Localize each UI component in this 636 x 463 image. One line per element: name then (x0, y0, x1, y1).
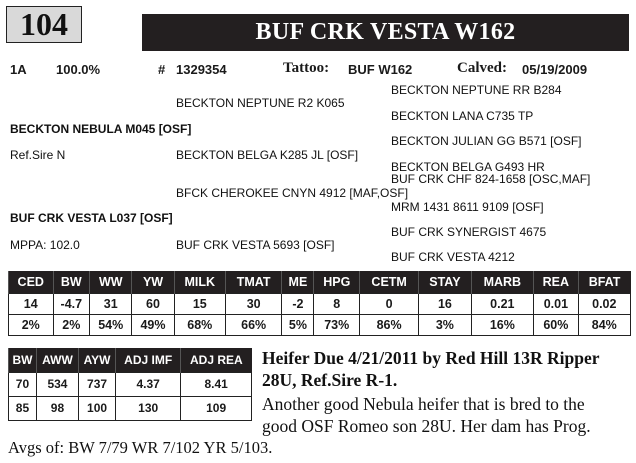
reg-label: # (158, 62, 166, 77)
epd-percentile: 60% (534, 314, 579, 335)
epd-percentile: 16% (471, 314, 534, 335)
pedigree-dam-note: MPPA: 102.0 (10, 238, 80, 252)
tattoo-value: BUF W162 (348, 62, 413, 77)
epd-header: MILK (174, 271, 225, 293)
epd-percentile: 2% (9, 314, 54, 335)
calved-label: Calved: (457, 60, 507, 76)
comment-line-2: good OSF Romeo son 28U. Her dam has Prog. (262, 416, 591, 436)
epd-percentile: 73% (314, 314, 360, 335)
animal-name-banner: BUF CRK VESTA W162 (142, 14, 629, 51)
pedigree-sire-dam-sire: BECKTON JULIAN GG B571 [OSF] (391, 134, 582, 148)
epd-value: 30 (225, 293, 282, 314)
pedigree-sire: BECKTON NEBULA M045 [OSF] (10, 122, 192, 136)
epd-percentile: 5% (282, 314, 314, 335)
epd-header: YW (132, 271, 174, 293)
perf-header: AWW (36, 348, 78, 372)
reg-number: 1329354 (176, 62, 227, 77)
epd-table (8, 271, 631, 336)
epd-value: 0.01 (534, 293, 579, 314)
pedigree-sire-dam-dam: BECKTON BELGA G493 HR (391, 160, 545, 174)
epd-header: BFAT (578, 271, 630, 293)
pedigree-dam-dam-sire: BUF CRK SYNERGIST 4675 (391, 225, 547, 239)
pedigree-sire-note: Ref.Sire N (10, 148, 66, 162)
perf-ratio: 109 (181, 396, 252, 420)
epd-value: -4.7 (53, 293, 90, 314)
pedigree-dam-sire-dam: MRM 1431 8611 9109 [OSF] (391, 200, 544, 214)
epd-percentile: 2% (53, 314, 90, 335)
epd-percentile: 49% (132, 314, 174, 335)
perf-header: AYW (79, 348, 116, 372)
perf-header: ADJ IMF (116, 348, 181, 372)
epd-header: BW (53, 271, 90, 293)
perf-header: ADJ REA (181, 348, 252, 372)
calved-date: 05/19/2009 (522, 62, 588, 77)
perf-value: 737 (79, 372, 116, 396)
pedigree-dam-dam: BUF CRK VESTA 5693 [OSF] (176, 238, 335, 252)
epd-percentile: 54% (90, 314, 132, 335)
epd-header: WW (90, 271, 132, 293)
percent-blood: 100.0% (56, 62, 101, 77)
perf-value: 4.37 (116, 372, 181, 396)
lot-number: 104 (6, 6, 82, 43)
epd-percentile: 84% (578, 314, 630, 335)
performance-table (8, 348, 252, 421)
epd-value: 31 (90, 293, 132, 314)
epd-header-row (9, 271, 631, 293)
epd-value: 8 (314, 293, 360, 314)
epd-header: CETM (360, 271, 419, 293)
pedigree-sire-sire-dam: BECKTON LANA C735 TP (391, 109, 534, 123)
epd-value: 0.02 (578, 293, 630, 314)
pedigree-sire-sire: BECKTON NEPTUNE R2 K065 (176, 96, 345, 110)
pedigree-dam-sire: BFCK CHEROKEE CNYN 4912 [MAF,OSF] (176, 186, 409, 200)
epd-percentile: 66% (225, 314, 282, 335)
epd-value: -2 (282, 293, 314, 314)
perf-value: 70 (9, 372, 37, 396)
breeding-note-line-1: Heifer Due 4/21/2011 by Red Hill 13R Ripper (262, 348, 600, 368)
perf-ratio: 85 (9, 396, 37, 420)
pedigree-dam-sire-sire: BUF CRK CHF 824-1658 [OSC,MAF] (391, 172, 591, 186)
epd-header: TMAT (225, 271, 282, 293)
epd-header: CED (9, 271, 54, 293)
perf-header-row (9, 348, 252, 372)
epd-header: HPG (314, 271, 360, 293)
epd-header: MARB (471, 271, 534, 293)
perf-header: BW (9, 348, 37, 372)
epd-value: 60 (132, 293, 174, 314)
progeny-averages: Avgs of: BW 7/79 WR 7/102 YR 5/103. (8, 438, 273, 457)
epd-percentile: 3% (419, 314, 471, 335)
pedigree-sire-dam: BECKTON BELGA K285 JL [OSF] (176, 148, 359, 162)
perf-ratio: 100 (79, 396, 116, 420)
epd-value: 0 (360, 293, 419, 314)
epd-header: STAY (419, 271, 471, 293)
perf-ratio-row (9, 396, 252, 420)
breeding-note-line-2: 28U, Ref.Sire R-1. (262, 370, 398, 390)
perf-value: 8.41 (181, 372, 252, 396)
epd-values-row (9, 293, 631, 314)
epd-header: REA (534, 271, 579, 293)
perf-values-row (9, 372, 252, 396)
tattoo-label: Tattoo: (283, 60, 330, 76)
epd-percentile: 86% (360, 314, 419, 335)
epd-value: 0.21 (471, 293, 534, 314)
comment-line-1: Another good Nebula heifer that is bred to the (262, 394, 585, 414)
perf-ratio: 130 (116, 396, 181, 420)
perf-value: 534 (36, 372, 78, 396)
perf-ratio: 98 (36, 396, 78, 420)
tattoo-class: 1A (10, 62, 27, 77)
pedigree-sire-sire-sire: BECKTON NEPTUNE RR B284 (391, 83, 562, 97)
epd-value: 14 (9, 293, 54, 314)
pedigree-dam: BUF CRK VESTA L037 [OSF] (10, 211, 173, 225)
epd-header: ME (282, 271, 314, 293)
epd-percentile-row (9, 314, 631, 335)
epd-value: 16 (419, 293, 471, 314)
epd-value: 15 (174, 293, 225, 314)
epd-percentile: 68% (174, 314, 225, 335)
pedigree-dam-dam-dam: BUF CRK VESTA 4212 (391, 250, 515, 264)
